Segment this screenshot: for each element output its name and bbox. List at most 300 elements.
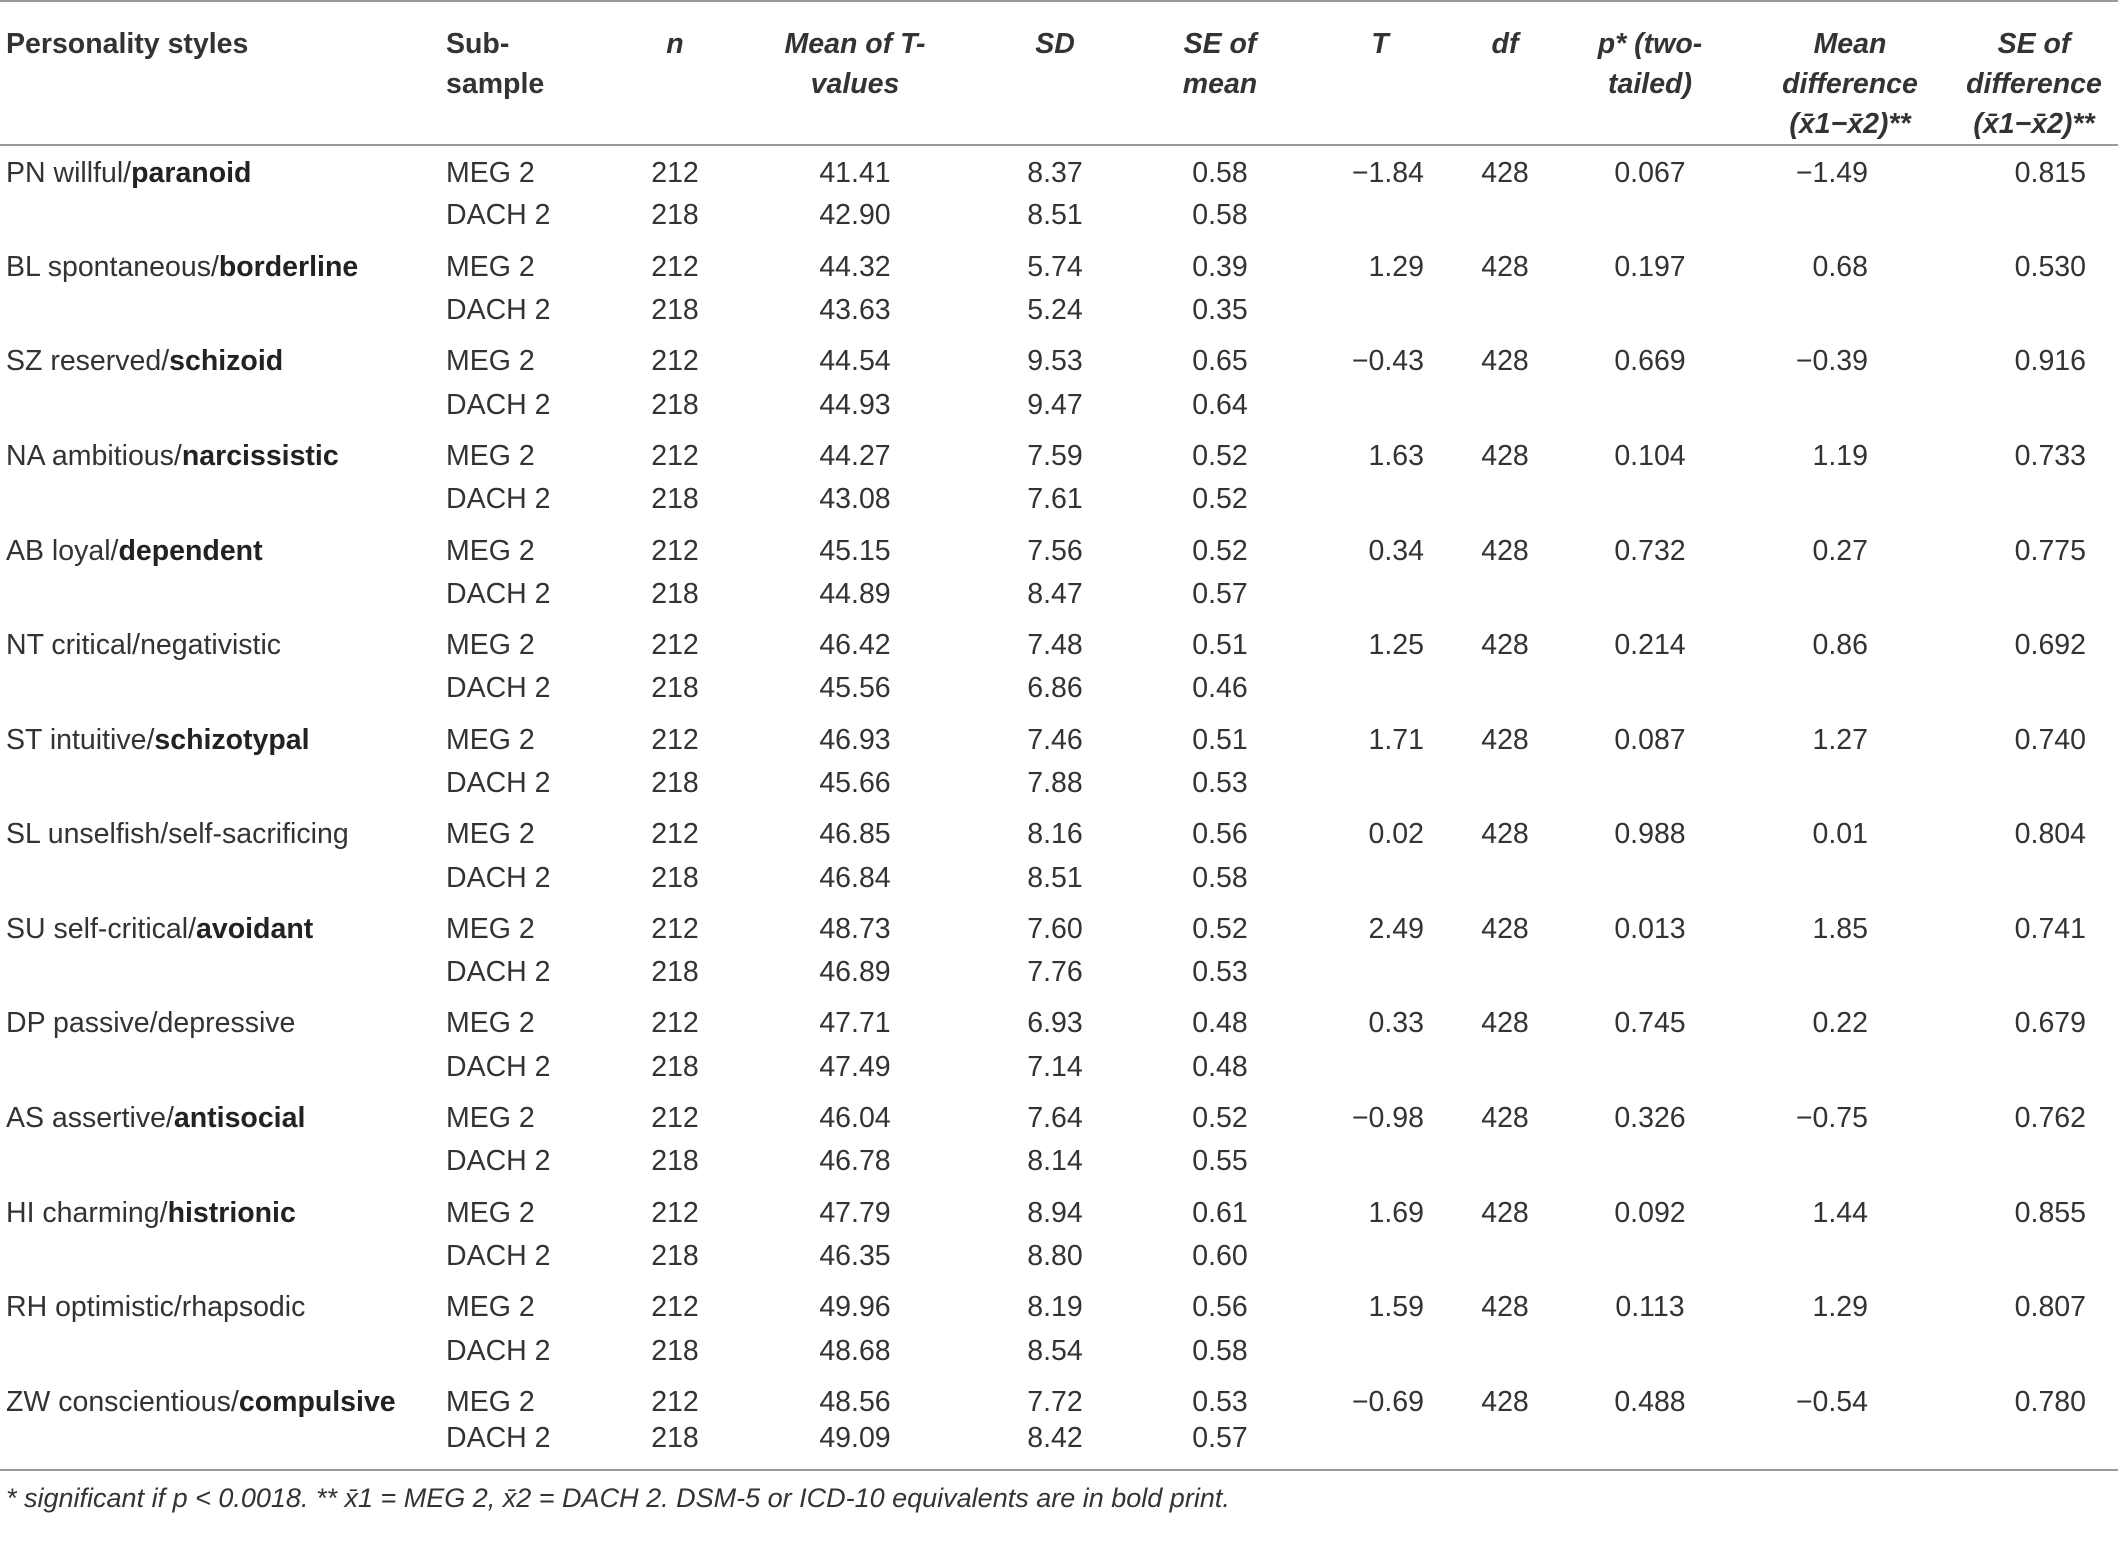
subsample: MEG 2 — [446, 345, 535, 378]
subsample: MEG 2 — [446, 818, 535, 851]
table-row — [0, 807, 2118, 854]
empty-cell — [1300, 476, 1460, 523]
p-value: 0.732 — [1614, 534, 1686, 567]
mean-value: 42.90 — [819, 199, 891, 232]
style-prefix: SL unselfish/self-sacrificing — [6, 818, 349, 851]
n-value: 218 — [651, 1050, 699, 1083]
se-diff-value: 0.530 — [2014, 250, 2086, 283]
t-value: −1.84 — [1351, 156, 1424, 189]
p-value: 0.197 — [1614, 250, 1686, 283]
n-value: 212 — [651, 345, 699, 378]
se-diff-value: 0.741 — [2014, 912, 2086, 945]
sd-value: 7.64 — [1027, 1102, 1083, 1135]
header-t: T — [1371, 28, 1389, 60]
personality-style — [0, 145, 440, 192]
empty-cell — [1750, 381, 1950, 428]
personality-style-empty — [0, 949, 440, 996]
empty-cell — [1550, 854, 1750, 901]
se-mean-value: 0.52 — [1192, 483, 1248, 516]
personality-style — [0, 429, 440, 476]
empty-cell — [1950, 476, 2118, 523]
empty-cell — [1750, 665, 1950, 712]
header-n: n — [666, 28, 684, 60]
table-row — [0, 334, 2118, 381]
n-value: 218 — [651, 956, 699, 989]
se-mean-value: 0.39 — [1192, 250, 1248, 283]
se-mean-value: 0.56 — [1192, 818, 1248, 851]
df-value: 428 — [1481, 534, 1529, 567]
empty-cell — [1460, 192, 1550, 239]
personality-style — [0, 618, 440, 665]
n-value: 218 — [651, 767, 699, 799]
df-value: 428 — [1481, 1007, 1529, 1040]
personality-style — [0, 807, 440, 854]
sd-value: 8.14 — [1027, 1145, 1083, 1178]
style-prefix: DP passive/depressive — [6, 1007, 296, 1040]
header-mean: Mean of T-values — [784, 28, 926, 100]
n-value: 212 — [651, 912, 699, 945]
empty-cell — [1950, 1233, 2118, 1280]
n-value: 218 — [651, 1334, 699, 1367]
empty-cell — [1750, 854, 1950, 901]
style-bold: dependent — [118, 534, 263, 567]
personality-style-empty — [0, 1044, 440, 1091]
sd-value: 8.42 — [1027, 1422, 1083, 1455]
header-se-diff — [1950, 1, 2118, 145]
personality-style — [0, 1375, 440, 1422]
empty-cell — [1950, 1138, 2118, 1185]
style-prefix: NT critical/negativistic — [6, 629, 282, 662]
mean-value: 48.73 — [819, 912, 891, 945]
empty-cell — [1550, 192, 1750, 239]
t-value: 1.25 — [1368, 629, 1424, 662]
se-mean-value: 0.58 — [1192, 199, 1248, 232]
style-bold: histrionic — [167, 1196, 296, 1229]
se-diff-value: 0.855 — [2014, 1196, 2086, 1229]
sd-value: 7.56 — [1027, 534, 1083, 567]
empty-cell — [1300, 287, 1460, 334]
empty-cell — [1300, 760, 1460, 807]
header-se-mean: SE of mean — [1182, 28, 1258, 100]
subsample: MEG 2 — [446, 1385, 535, 1418]
df-value: 428 — [1481, 1196, 1529, 1229]
empty-cell — [1750, 760, 1950, 807]
table-row — [0, 287, 2118, 334]
personality-style-empty — [0, 476, 440, 523]
se-diff-value: 0.780 — [2014, 1385, 2086, 1418]
personality-style — [0, 1091, 440, 1138]
empty-cell — [1950, 854, 2118, 901]
empty-cell — [1950, 381, 2118, 428]
personality-style-empty — [0, 665, 440, 712]
se-mean-value: 0.60 — [1192, 1239, 1248, 1272]
empty-cell — [1950, 1044, 2118, 1091]
subsample: MEG 2 — [446, 250, 535, 283]
empty-cell — [1460, 1138, 1550, 1185]
se-mean-value: 0.57 — [1192, 1422, 1248, 1455]
df-value: 428 — [1481, 1102, 1529, 1135]
sd-value: 9.47 — [1027, 388, 1083, 421]
se-mean-value: 0.52 — [1192, 534, 1248, 567]
mean-value: 44.32 — [819, 250, 891, 283]
n-value: 218 — [651, 294, 699, 327]
n-value: 212 — [651, 1385, 699, 1418]
se-diff-value: 0.815 — [2014, 156, 2086, 189]
personality-style — [0, 996, 440, 1043]
table-row — [0, 949, 2118, 996]
personality-style-empty — [0, 287, 440, 334]
mean-value: 46.85 — [819, 818, 891, 851]
n-value: 218 — [651, 1239, 699, 1272]
style-prefix: BL spontaneous/ — [6, 250, 219, 283]
se-diff-value: 0.804 — [2014, 818, 2086, 851]
empty-cell — [1750, 476, 1950, 523]
table-row — [0, 854, 2118, 901]
empty-cell — [1460, 1422, 1550, 1470]
sd-value: 8.16 — [1027, 818, 1083, 851]
se-diff-value: 0.733 — [2014, 439, 2086, 472]
subsample: MEG 2 — [446, 1196, 535, 1229]
n-value: 212 — [651, 1291, 699, 1324]
se-diff-value: 0.762 — [2014, 1102, 2086, 1135]
t-value: −0.98 — [1351, 1102, 1424, 1135]
se-diff-value: 0.740 — [2014, 723, 2086, 756]
empty-cell — [1950, 1422, 2118, 1470]
sd-value: 5.24 — [1027, 294, 1083, 327]
sd-value: 8.80 — [1027, 1239, 1083, 1272]
mean-value: 41.41 — [819, 156, 891, 189]
table-body — [0, 145, 2118, 1470]
empty-cell — [1300, 1422, 1460, 1470]
se-mean-value: 0.46 — [1192, 672, 1248, 705]
style-bold: narcissistic — [181, 439, 339, 472]
se-diff-value: 0.679 — [2014, 1007, 2086, 1040]
header-mean-diff — [1750, 1, 1950, 145]
personality-style — [0, 902, 440, 949]
table-row — [0, 618, 2118, 665]
personality-style — [0, 713, 440, 760]
mean-diff-value: 1.85 — [1812, 912, 1868, 945]
se-mean-value: 0.51 — [1192, 629, 1248, 662]
style-bold: paranoid — [131, 156, 252, 189]
sd-value: 7.14 — [1027, 1050, 1083, 1083]
personality-style-empty — [0, 760, 440, 807]
p-value: 0.745 — [1614, 1007, 1686, 1040]
empty-cell — [1750, 949, 1950, 996]
n-value: 212 — [651, 818, 699, 851]
personality-style-empty — [0, 192, 440, 239]
t-value: 2.49 — [1368, 912, 1424, 945]
n-value: 218 — [651, 1422, 699, 1455]
style-prefix: AB loyal/ — [6, 534, 119, 567]
subsample: MEG 2 — [446, 1291, 535, 1324]
se-mean-value: 0.48 — [1192, 1007, 1248, 1040]
df-value: 428 — [1481, 1385, 1529, 1418]
n-value: 218 — [651, 672, 699, 705]
style-prefix: RH optimistic/rhapsodic — [6, 1291, 306, 1324]
df-value: 428 — [1481, 250, 1529, 283]
table-row — [0, 1327, 2118, 1374]
personality-style-empty — [0, 1233, 440, 1280]
table-row — [0, 145, 2118, 192]
empty-cell — [1460, 287, 1550, 334]
empty-cell — [1750, 1422, 1950, 1470]
header-se-diff-line1: SE of difference — [1966, 28, 2102, 100]
table-row — [0, 760, 2118, 807]
empty-cell — [1950, 1327, 2118, 1374]
subsample: DACH 2 — [446, 294, 551, 327]
subsample: MEG 2 — [446, 1007, 535, 1040]
table-row — [0, 1280, 2118, 1327]
table-row — [0, 240, 2118, 287]
n-value: 212 — [651, 439, 699, 472]
subsample: MEG 2 — [446, 912, 535, 945]
n-value: 218 — [651, 483, 699, 516]
empty-cell — [1750, 287, 1950, 334]
se-mean-value: 0.51 — [1192, 723, 1248, 756]
sd-value: 8.19 — [1027, 1291, 1083, 1324]
mean-value: 46.93 — [819, 723, 891, 756]
empty-cell — [1300, 381, 1460, 428]
se-diff-value: 0.916 — [2014, 345, 2086, 378]
empty-cell — [1750, 1138, 1950, 1185]
subsample: MEG 2 — [446, 156, 535, 189]
se-mean-value: 0.58 — [1192, 156, 1248, 189]
mean-diff-value: 1.27 — [1812, 723, 1868, 756]
mean-value: 44.54 — [819, 345, 891, 378]
header-se-diff-line2: (x̄1−x̄2)** — [1973, 108, 2095, 140]
personality-style-empty — [0, 1138, 440, 1185]
mean-value: 46.84 — [819, 861, 891, 894]
empty-cell — [1460, 476, 1550, 523]
empty-cell — [1950, 665, 2118, 712]
table-row — [0, 571, 2118, 618]
sd-value: 7.59 — [1027, 439, 1083, 472]
empty-cell — [1950, 571, 2118, 618]
sd-value: 8.54 — [1027, 1334, 1083, 1367]
mean-value: 46.42 — [819, 629, 891, 662]
sd-value: 7.46 — [1027, 723, 1083, 756]
empty-cell — [1750, 1233, 1950, 1280]
table-row — [0, 1233, 2118, 1280]
header-row — [0, 1, 2118, 145]
empty-cell — [1460, 381, 1550, 428]
empty-cell — [1550, 287, 1750, 334]
se-mean-value: 0.58 — [1192, 861, 1248, 894]
p-value: 0.092 — [1614, 1196, 1686, 1229]
n-value: 218 — [651, 388, 699, 421]
sd-value: 8.51 — [1027, 199, 1083, 232]
style-bold: borderline — [218, 250, 359, 283]
df-value: 428 — [1481, 818, 1529, 851]
mean-value: 48.56 — [819, 1385, 891, 1418]
t-value: 0.34 — [1368, 534, 1424, 567]
se-mean-value: 0.35 — [1192, 294, 1248, 327]
n-value: 218 — [651, 1145, 699, 1178]
se-mean-value: 0.57 — [1192, 577, 1248, 610]
footnote: * significant if p < 0.0018. ** x̄1 = MEG 2, x̄2 = DACH 2. DSM-5 or ICD-10 equivalents are in bold print. — [0, 1470, 2118, 1514]
empty-cell — [1300, 854, 1460, 901]
mean-value: 46.89 — [819, 956, 891, 989]
n-value: 212 — [651, 723, 699, 756]
sd-value: 7.76 — [1027, 956, 1083, 989]
subsample: DACH 2 — [446, 861, 551, 894]
empty-cell — [1750, 571, 1950, 618]
subsample: DACH 2 — [446, 956, 551, 989]
header-subsample: Sub-sample — [446, 28, 545, 100]
personality-style — [0, 334, 440, 381]
mean-value: 49.96 — [819, 1291, 891, 1324]
se-mean-value: 0.48 — [1192, 1050, 1248, 1083]
style-prefix: AS assertive/ — [6, 1102, 174, 1135]
subsample: MEG 2 — [446, 723, 535, 756]
style-prefix: SZ reserved/ — [6, 345, 170, 378]
table-row — [0, 902, 2118, 949]
empty-cell — [1950, 760, 2118, 807]
mean-value: 43.08 — [819, 483, 891, 516]
style-bold: compulsive — [238, 1385, 396, 1418]
df-value: 428 — [1481, 439, 1529, 472]
header-sd: SD — [1035, 28, 1075, 60]
sd-value: 5.74 — [1027, 250, 1083, 283]
se-diff-value: 0.692 — [2014, 629, 2086, 662]
t-value: 1.29 — [1368, 250, 1424, 283]
p-value: 0.113 — [1615, 1291, 1685, 1324]
se-mean-value: 0.65 — [1192, 345, 1248, 378]
df-value: 428 — [1481, 345, 1529, 378]
mean-value: 47.71 — [819, 1007, 891, 1040]
se-mean-value: 0.52 — [1192, 1102, 1248, 1135]
sd-value: 7.61 — [1027, 483, 1083, 516]
mean-value: 47.49 — [819, 1050, 891, 1083]
mean-value: 44.93 — [819, 388, 891, 421]
df-value: 428 — [1481, 629, 1529, 662]
n-value: 218 — [651, 861, 699, 894]
mean-value: 46.35 — [819, 1239, 891, 1272]
se-mean-value: 0.53 — [1192, 767, 1248, 799]
personality-style-empty — [0, 1422, 440, 1470]
subsample: DACH 2 — [446, 577, 551, 610]
t-value: 1.71 — [1368, 723, 1424, 756]
subsample: DACH 2 — [446, 1239, 551, 1272]
empty-cell — [1550, 381, 1750, 428]
se-mean-value: 0.52 — [1192, 439, 1248, 472]
empty-cell — [1550, 949, 1750, 996]
empty-cell — [1460, 949, 1550, 996]
t-value: 1.63 — [1368, 439, 1424, 472]
p-value: 0.669 — [1614, 345, 1686, 378]
mean-diff-value: 1.19 — [1812, 439, 1868, 472]
subsample: DACH 2 — [446, 199, 551, 232]
mean-diff-value: −1.49 — [1795, 156, 1868, 189]
n-value: 212 — [651, 250, 699, 283]
empty-cell — [1550, 1138, 1750, 1185]
subsample: DACH 2 — [446, 1050, 551, 1083]
sd-value: 7.48 — [1027, 629, 1083, 662]
empty-cell — [1550, 1044, 1750, 1091]
table-row — [0, 1375, 2118, 1422]
se-diff-value: 0.807 — [2014, 1291, 2086, 1324]
sd-value: 8.37 — [1027, 156, 1083, 189]
mean-diff-value: 1.44 — [1812, 1196, 1868, 1229]
subsample: DACH 2 — [446, 1145, 551, 1178]
header-mean-diff-line2: (x̄1−x̄2)** — [1789, 108, 1911, 140]
table-row — [0, 1186, 2118, 1233]
personality-style-empty — [0, 571, 440, 618]
sd-value: 7.88 — [1027, 767, 1083, 799]
subsample: DACH 2 — [446, 1422, 551, 1455]
empty-cell — [1750, 192, 1950, 239]
mean-value: 45.56 — [819, 672, 891, 705]
style-prefix: NA ambitious/ — [6, 439, 182, 472]
p-value: 0.087 — [1614, 723, 1686, 756]
subsample: MEG 2 — [446, 534, 535, 567]
empty-cell — [1300, 1327, 1460, 1374]
style-prefix: ST intuitive/ — [6, 723, 155, 756]
n-value: 212 — [651, 1102, 699, 1135]
empty-cell — [1300, 192, 1460, 239]
df-value: 428 — [1481, 1291, 1529, 1324]
mean-diff-value: 0.01 — [1812, 818, 1868, 851]
style-prefix: ZW conscientious/ — [6, 1385, 239, 1418]
empty-cell — [1460, 1233, 1550, 1280]
mean-value: 44.89 — [819, 577, 891, 610]
subsample: DACH 2 — [446, 483, 551, 516]
t-value: 1.69 — [1368, 1196, 1424, 1229]
subsample: MEG 2 — [446, 1102, 535, 1135]
empty-cell — [1550, 476, 1750, 523]
sd-value: 6.93 — [1027, 1007, 1083, 1040]
table-row — [0, 381, 2118, 428]
p-value: 0.104 — [1614, 439, 1686, 472]
se-mean-value: 0.52 — [1192, 912, 1248, 945]
mean-diff-value: −0.54 — [1795, 1385, 1868, 1418]
table-row — [0, 1091, 2118, 1138]
t-value: −0.43 — [1351, 345, 1424, 378]
p-value: 0.988 — [1614, 818, 1686, 851]
mean-diff-value: 0.22 — [1812, 1007, 1868, 1040]
sd-value: 7.72 — [1027, 1385, 1083, 1418]
empty-cell — [1550, 1233, 1750, 1280]
se-mean-value: 0.56 — [1192, 1291, 1248, 1324]
t-value: 0.02 — [1368, 818, 1424, 851]
personality-style — [0, 240, 440, 287]
sd-value: 8.94 — [1027, 1196, 1083, 1229]
mean-diff-value: 0.27 — [1812, 534, 1868, 567]
sd-value: 6.86 — [1027, 672, 1083, 705]
mean-value: 44.27 — [819, 439, 891, 472]
table-row — [0, 665, 2118, 712]
sd-value: 8.51 — [1027, 861, 1083, 894]
empty-cell — [1460, 665, 1550, 712]
subsample: MEG 2 — [446, 629, 535, 662]
empty-cell — [1950, 287, 2118, 334]
style-bold: schizoid — [169, 345, 284, 378]
n-value: 212 — [651, 534, 699, 567]
empty-cell — [1950, 949, 2118, 996]
mean-value: 49.09 — [819, 1422, 891, 1455]
empty-cell — [1550, 665, 1750, 712]
table-row — [0, 996, 2118, 1043]
table-row — [0, 476, 2118, 523]
empty-cell — [1460, 1044, 1550, 1091]
empty-cell — [1750, 1044, 1950, 1091]
n-value: 218 — [651, 199, 699, 232]
mean-diff-value: −0.39 — [1795, 345, 1868, 378]
empty-cell — [1300, 665, 1460, 712]
mean-value: 43.63 — [819, 294, 891, 327]
subsample: DACH 2 — [446, 1334, 551, 1367]
